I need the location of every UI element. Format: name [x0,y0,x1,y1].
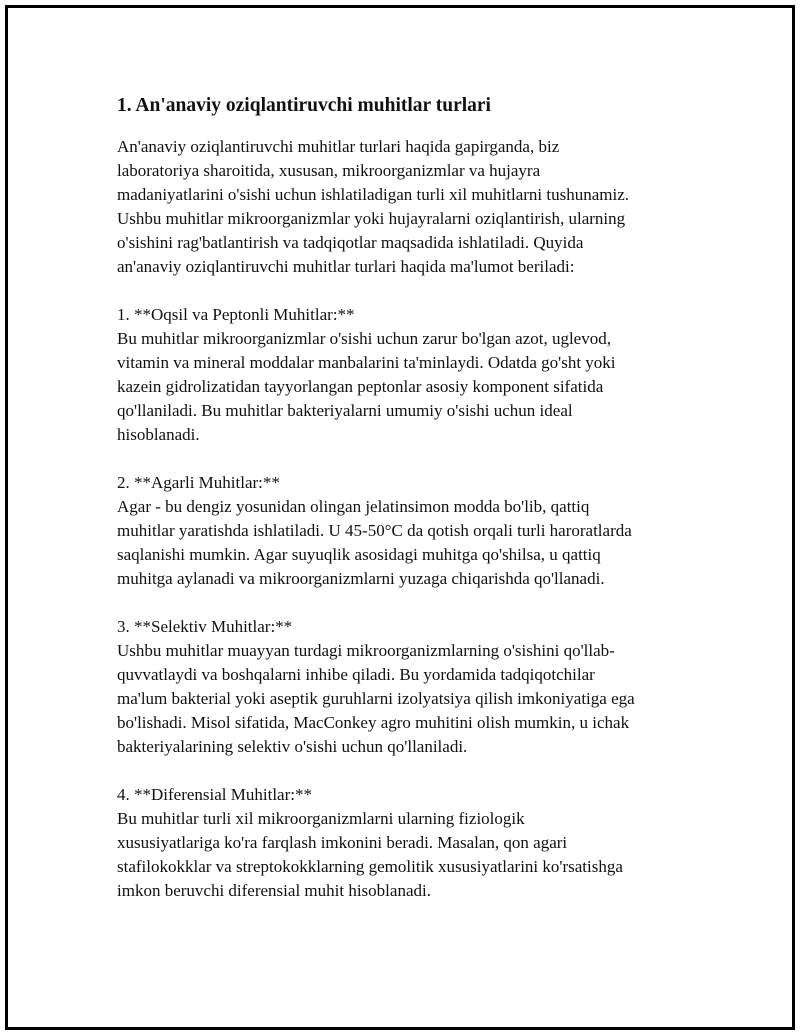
document-content [117,93,687,903]
section-agar [117,471,687,591]
section-heading: 1. **Oqsil va Peptonli Muhitlar:** [117,305,355,324]
section-differential [117,783,687,903]
section-body: Agar - bu dengiz yosunidan olingan jelatinsimon modda bo'lib, qattiq muhitlar yaratishda ishlatiladi. U 45-50°C da qotish orqali turli haroratlarda saqlanishi mumkin. Agar suyuqlik asosidagi muhitga qo'shilsa, u qattiq muhitga aylanadi va mikroorganizmlarni yuzaga chiqarishda qo'llanadi. [117,497,632,588]
section-protein-peptone [117,303,687,447]
spacer [117,591,687,615]
section-heading: 4. **Diferensial Muhitlar:** [117,785,312,804]
intro-paragraph: An'anaviy oziqlantiruvchi muhitlar turlari haqida gapirganda, biz laboratoriya sharoitida, xususan, mikroorganizmlar va hujayra madaniyatlarini o'sishi uchun ishlatiladigan turli xil muhitlarni tushunamiz. Ushbu muhitlar mikroorganizmlar yoki hujayralarni oziqlantirish, ularning o'sishini rag'batlantirish va tadqiqotlar maqsadida ishlatiladi. Quyida an'anaviy oziqlantiruvchi muhitlar turlari haqida ma'lumot beriladi: [117,137,630,276]
section-heading: 2. **Agarli Muhitlar:** [117,473,280,492]
spacer [117,279,687,303]
section-selective [117,615,687,759]
section-heading: 3. **Selektiv Muhitlar:** [117,617,293,636]
document-title: 1. An'anaviy oziqlantiruvchi muhitlar turlari [117,95,491,116]
spacer [117,447,687,471]
spacer [117,759,687,783]
section-body: Bu muhitlar mikroorganizmlar o'sishi uchun zarur bo'lgan azot, uglevod, vitamin va mineral moddalar manbalarini ta'minlaydi. Odatda go'sht yoki kazein gidrolizatidan tayyorlangan peptonlar asosiy komponent sifatida qo'llaniladi. Bu muhitlar bakteriyalarni umumiy o'sishi uchun ideal hisoblanadi. [117,329,616,444]
section-body: Bu muhitlar turli xil mikroorganizmlarni ularning fiziologik xususiyatlariga ko'ra farqlash imkonini beradi. Masalan, qon agari stafilokokklar va streptokokklarning gemolitik xususiyatlarini ko'rsatishga imkon beruvchi diferensial muhit hisoblanadi. [117,809,623,900]
section-body: Ushbu muhitlar muayyan turdagi mikroorganizmlarning o'sishini qo'llab- quvvatlaydi va boshqalarni inhibe qiladi. Bu yordamida tadqiqotchilar ma'lum bakterial yoki aseptik guruhlarni izolyatsiya qilish imkoniyatiga ega bo'lishadi. Misol sifatida, MacConkey agro muhitini olish mumkin, u ichak bakteriyalarining selektiv o'sishi uchun qo'llaniladi. [117,641,635,756]
